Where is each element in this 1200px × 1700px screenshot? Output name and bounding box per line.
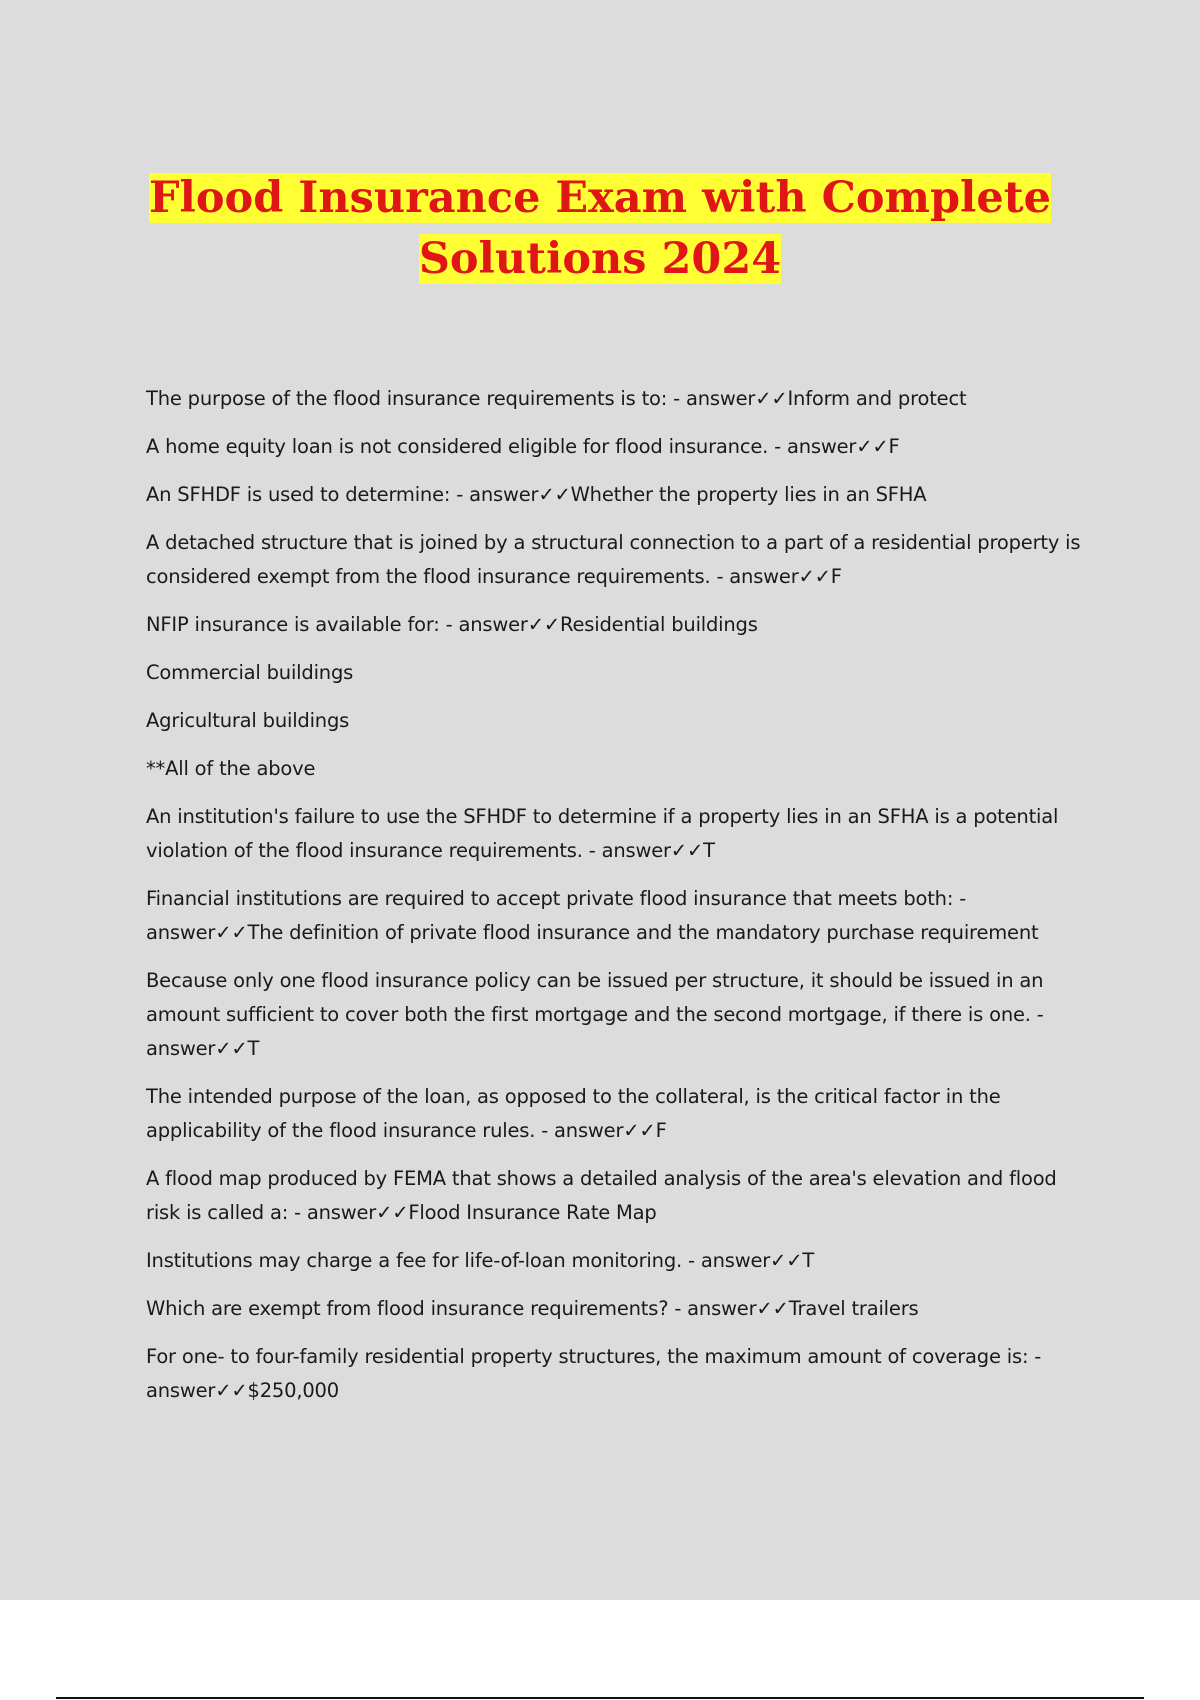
question-1: The purpose of the flood insurance requirements is to: - answer✓✓Inform and protect [146, 387, 967, 410]
question-4: A detached structure that is joined by a structural connection to a part of a residential property is considered exempt from the flood insurance requirements. - answer✓✓F [146, 531, 1081, 588]
page-divider [56, 1697, 1144, 1699]
title-line-1: Flood Insurance Exam with Complete [149, 173, 1051, 223]
document-title [0, 168, 1200, 290]
question-13: For one- to four-family residential property structures, the maximum amount of coverage is: - answer✓✓$250,000 [146, 1345, 1042, 1402]
question-5-option-4: **All of the above [146, 757, 316, 780]
question-9: The intended purpose of the loan, as opposed to the collateral, is the critical factor in the applicability of the flood insurance rules. - answer✓✓F [146, 1085, 1001, 1142]
question-5: NFIP insurance is available for: - answer✓✓Residential buildings [146, 613, 758, 636]
question-list [146, 382, 1090, 1422]
title-line-2: Solutions 2024 [418, 234, 782, 284]
question-7: Financial institutions are required to accept private flood insurance that meets both: - answer✓✓The definition of private flood insurance and the mandatory purchase requirement [146, 887, 1039, 944]
question-12: Which are exempt from flood insurance requirements? - answer✓✓Travel trailers [146, 1297, 919, 1320]
question-11: Institutions may charge a fee for life-of-loan monitoring. - answer✓✓T [146, 1249, 815, 1272]
question-3: An SFHDF is used to determine: - answer✓✓Whether the property lies in an SFHA [146, 483, 927, 506]
question-2: A home equity loan is not considered eligible for flood insurance. - answer✓✓F [146, 435, 900, 458]
question-5-option-3: Agricultural buildings [146, 709, 350, 732]
question-6: An institution's failure to use the SFHDF to determine if a property lies in an SFHA is a potential violation of the flood insurance requirements. - answer✓✓T [146, 805, 1059, 862]
question-10: A flood map produced by FEMA that shows a detailed analysis of the area's elevation and flood risk is called a: - answer✓✓Flood Insurance Rate Map [146, 1167, 1057, 1224]
question-5-option-2: Commercial buildings [146, 661, 354, 684]
question-8: Because only one flood insurance policy can be issued per structure, it should be issued in an amount sufficient to cover both the first mortgage and the second mortgage, if there is one. - answer✓✓T [146, 969, 1044, 1060]
